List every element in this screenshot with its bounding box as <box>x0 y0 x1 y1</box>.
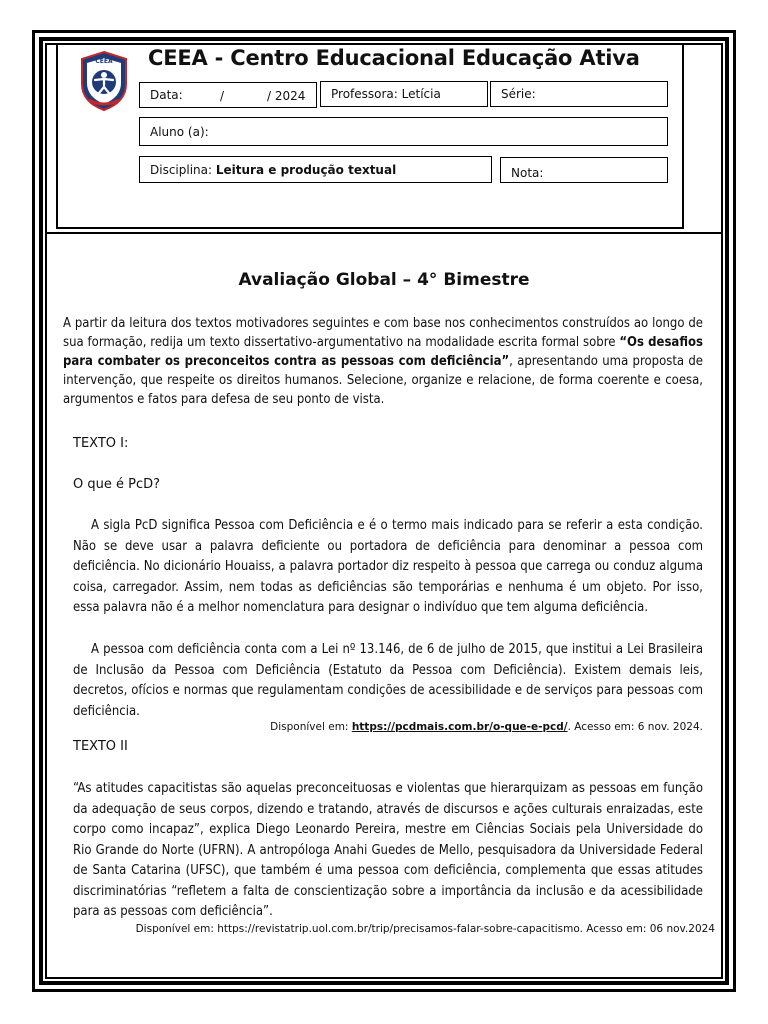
teacher-label: Professora: Letícia <box>331 87 441 101</box>
page-title: Avaliação Global – 4° Bimestre <box>238 270 530 290</box>
school-logo <box>79 50 129 112</box>
text2-source: Disponível em: https://revistatrip.uol.com.br/trip/precisamos-falar-sobre-capacitismo. Acesso em: 06 nov.2024 <box>135 923 715 935</box>
header-divider <box>45 232 723 234</box>
subject-value: Leitura e produção textual <box>215 162 397 177</box>
text1-question: O que é PcD? <box>73 477 161 492</box>
logo-text: CEEA <box>95 58 113 65</box>
date-slash-2: / 2024 <box>267 89 306 103</box>
grade-field[interactable] <box>490 81 668 107</box>
intro-part-2: , apresentando uma proposta de intervenção, que respeite os direitos humanos. Selecione, organize e relacione, de forma coerente e coesa, argumentos e fatos para defesa de seu ponto de vista. <box>63 354 704 407</box>
text1-source-suffix: . Acesso em: 6 nov. 2024. <box>567 721 703 733</box>
text2-label: TEXTO II <box>73 739 128 754</box>
subject-field <box>139 156 492 183</box>
date-slash-1: / <box>220 89 225 103</box>
text1-paragraph-1 <box>73 516 703 619</box>
grade-label: Série: <box>501 87 536 101</box>
text1-paragraph-2 <box>73 640 703 722</box>
text1-paragraph-2-text: A pessoa com deficiência conta com a Lei nº 13.146, de 6 de julho de 2015, que institui a Lei Brasileira de Inclusão da Pessoa com Deficiência (Estatuto da Pessoa com Deficiência). Existem demais leis, decretos, ofícios e normas que regulamentam condições de acessibilidade e de serviços para pessoas com deficiência. <box>73 642 703 719</box>
text1-label: TEXTO I: <box>73 436 129 451</box>
intro-theme: “Os desafios para combater os preconceitos contra as pessoas com deficiência” <box>63 335 703 369</box>
intro-paragraph <box>63 314 703 409</box>
date-field[interactable] <box>139 82 317 108</box>
score-label: Nota: <box>511 166 544 180</box>
text2-paragraph: “As atitudes capacitistas são aquelas preconceituosas e violentas que hierarquizam as pessoas em função da adequação de seus corpos, dizendo e tratando, através de discursos e ações culturais enraizadas, este corpo como incapaz”, explica Diego Leonardo Pereira, mestre em Ciências Sociais pela Universidade do Rio Grande do Norte (UFRN). A antropóloga Anahi Guedes de Mello, pesquisadora da Universidade Federal de Santa Catarina (UFSC), que também é uma pessoa com deficiência, complementa que essas atitudes discriminatórias “refletem a falta de conscientização sobre a importância da inclusão e da acessibilidade para as pessoas com deficiência”. <box>73 781 703 919</box>
text1-source <box>270 721 703 733</box>
text1-source-link[interactable]: https://pcdmais.com.br/o-que-e-pcd/ <box>351 721 568 733</box>
score-field[interactable] <box>500 157 668 183</box>
student-label: Aluno (a): <box>150 124 209 139</box>
date-label: Data: <box>150 88 183 102</box>
teacher-field <box>320 81 488 107</box>
intro-part-1: A partir da leitura dos textos motivadores seguintes e com base nos conhecimentos construídos ao longo de sua formação, redija um texto dissertativo-argumentativo na modalidade escrita formal sobre <box>63 316 703 350</box>
student-field[interactable] <box>139 117 668 146</box>
subject-label: Disciplina: <box>150 162 213 177</box>
school-name: CEEA - Centro Educacional Educação Ativa <box>148 46 640 70</box>
text1-paragraph-1-text: A sigla PcD significa Pessoa com Deficiência e é o termo mais indicado para se referir a esta condição. Não se deve usar a palavra deficiente ou portadora de deficiência para denominar a pessoa com deficiência. No dicionário Houaiss, a palavra portador diz respeito à pessoa que carrega ou conduz alguma coisa, carregador. Assim, nem todas as deficiências são temporárias e nenhuma é um objeto. Por isso, essa palavra não é a melhor nomenclatura para designar o indivíduo que tem alguma deficiência. <box>73 518 703 615</box>
text1-source-prefix: Disponível em: <box>270 721 352 733</box>
